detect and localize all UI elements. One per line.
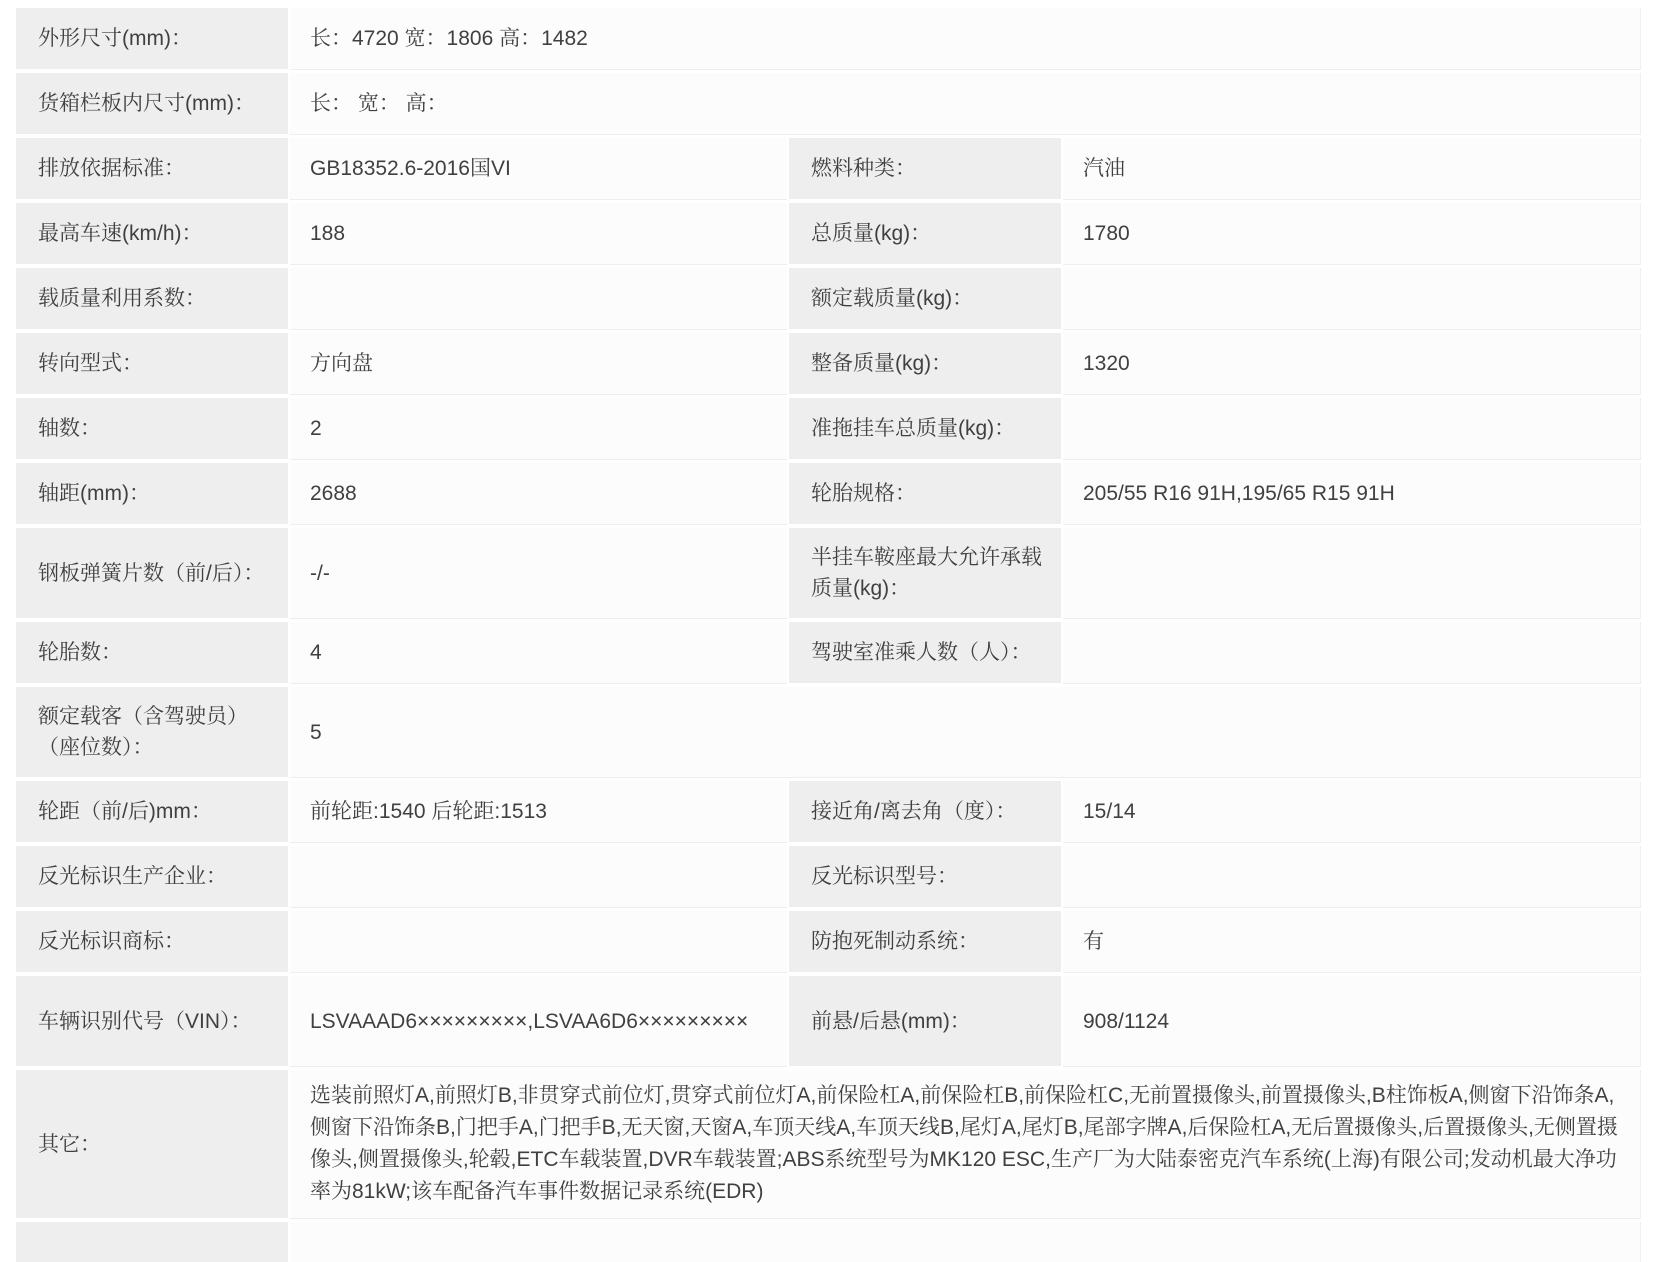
spec-label: 轮距（前/后)mm： bbox=[16, 781, 288, 842]
spec-label: 额定载质量(kg)： bbox=[789, 268, 1061, 329]
spec-value: 有 bbox=[1063, 911, 1641, 972]
spec-row bbox=[16, 687, 1641, 777]
spec-value: 4 bbox=[290, 622, 787, 683]
spec-row bbox=[16, 138, 1641, 199]
spec-row bbox=[16, 911, 1641, 972]
spec-row bbox=[16, 73, 1641, 134]
spec-label: 半挂车鞍座最大允许承载质量(kg)： bbox=[789, 528, 1061, 618]
spec-value bbox=[290, 911, 787, 972]
spec-label: 车辆识别代号（VIN）： bbox=[16, 976, 288, 1066]
spec-value bbox=[1063, 268, 1641, 329]
spec-value: 2 bbox=[290, 398, 787, 459]
spec-value: 2688 bbox=[290, 463, 787, 524]
spec-value bbox=[290, 268, 787, 329]
spec-label: 转向型式： bbox=[16, 333, 288, 394]
spec-label: 排放依据标准： bbox=[16, 138, 288, 199]
spec-value: 前轮距:1540 后轮距:1513 bbox=[290, 781, 787, 842]
spec-value: 长： 宽： 高： bbox=[290, 73, 1641, 134]
spec-value: LSVAAAD6×××××××××,LSVAA6D6××××××××× bbox=[290, 976, 787, 1066]
spec-row bbox=[16, 398, 1641, 459]
spec-label: 驾驶室准乘人数（人）： bbox=[789, 622, 1061, 683]
spec-value: 188 bbox=[290, 203, 787, 264]
spec-value: 205/55 R16 91H,195/65 R15 91H bbox=[1063, 463, 1641, 524]
spec-label: 轮胎规格： bbox=[789, 463, 1061, 524]
spec-label: 钢板弹簧片数（前/后）： bbox=[16, 528, 288, 618]
spec-row bbox=[16, 976, 1641, 1066]
spec-label: 最高车速(km/h)： bbox=[16, 203, 288, 264]
spec-label: 燃料种类： bbox=[789, 138, 1061, 199]
spec-label: 反光标识生产企业： bbox=[16, 846, 288, 907]
spec-label: 额定载客（含驾驶员）（座位数）： bbox=[16, 687, 288, 777]
spec-row bbox=[16, 333, 1641, 394]
spec-row bbox=[16, 1222, 1641, 1262]
spec-value: 选装前照灯A,前照灯B,非贯穿式前位灯,贯穿式前位灯A,前保险杠A,前保险杠B,前保险杠C,无前置摄像头,前置摄像头,B柱饰板A,侧窗下沿饰条A,侧窗下沿饰条B,门把手A,门把手B,无天窗,天窗A,车顶天线A,车顶天线B,尾灯A,尾灯B,尾部字牌A,后保险杠A,无后置摄像头,后置摄像头,无侧置摄像头,侧置摄像头,轮毂,ETC车载装置,DVR车载装置;ABS系统型号为MK120 ESC,生产厂为大陆泰密克汽车系统(上海)有限公司;发动机最大净功率为81kW;该车配备汽车事件数据记录系统(EDR) bbox=[290, 1070, 1641, 1218]
spec-label: 反光标识型号： bbox=[789, 846, 1061, 907]
spec-label: 轴距(mm)： bbox=[16, 463, 288, 524]
spec-label: 外形尺寸(mm)： bbox=[16, 8, 288, 69]
spec-label: 接近角/离去角（度）： bbox=[789, 781, 1061, 842]
spec-value bbox=[1063, 528, 1641, 618]
spec-value: 1320 bbox=[1063, 333, 1641, 394]
spec-row bbox=[16, 463, 1641, 524]
spec-label: 总质量(kg)： bbox=[789, 203, 1061, 264]
spec-value: GB18352.6-2016国VI bbox=[290, 138, 787, 199]
spec-row bbox=[16, 846, 1641, 907]
spec-value: 长：4720 宽：1806 高：1482 bbox=[290, 8, 1641, 69]
spec-row bbox=[16, 203, 1641, 264]
spec-label: 准拖挂车总质量(kg)： bbox=[789, 398, 1061, 459]
spec-label: 轴数： bbox=[16, 398, 288, 459]
spec-value bbox=[290, 846, 787, 907]
spec-row bbox=[16, 528, 1641, 618]
spec-label: 整备质量(kg)： bbox=[789, 333, 1061, 394]
spec-label: 前悬/后悬(mm)： bbox=[789, 976, 1061, 1066]
spec-value: -/- bbox=[290, 528, 787, 618]
spec-value bbox=[290, 1222, 1641, 1262]
spec-row bbox=[16, 8, 1641, 69]
spec-label: 轮胎数： bbox=[16, 622, 288, 683]
spec-label: 防抱死制动系统： bbox=[789, 911, 1061, 972]
spec-label: 货箱栏板内尺寸(mm)： bbox=[16, 73, 288, 134]
spec-value: 1780 bbox=[1063, 203, 1641, 264]
spec-value bbox=[1063, 846, 1641, 907]
spec-label: 反光标识商标： bbox=[16, 911, 288, 972]
spec-row bbox=[16, 268, 1641, 329]
spec-value: 908/1124 bbox=[1063, 976, 1641, 1066]
spec-label bbox=[16, 1222, 288, 1262]
spec-value: 15/14 bbox=[1063, 781, 1641, 842]
spec-row bbox=[16, 1070, 1641, 1218]
spec-value: 汽油 bbox=[1063, 138, 1641, 199]
spec-label: 载质量利用系数： bbox=[16, 268, 288, 329]
spec-value bbox=[1063, 622, 1641, 683]
spec-value bbox=[1063, 398, 1641, 459]
spec-value: 5 bbox=[290, 687, 1641, 777]
spec-label: 其它： bbox=[16, 1070, 288, 1218]
spec-row bbox=[16, 622, 1641, 683]
spec-row bbox=[16, 781, 1641, 842]
spec-value: 方向盘 bbox=[290, 333, 787, 394]
